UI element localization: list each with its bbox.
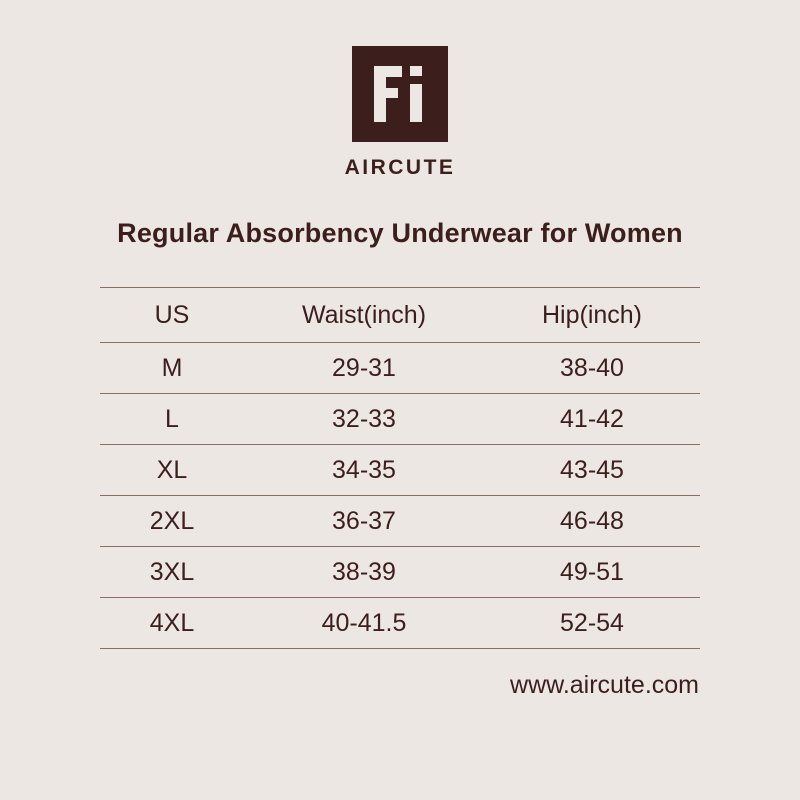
table-row bbox=[100, 445, 700, 496]
size-table-head bbox=[100, 288, 700, 343]
table-row bbox=[100, 598, 700, 649]
cell-hip: 52-54 bbox=[484, 598, 700, 649]
table-row bbox=[100, 394, 700, 445]
cell-hip: 43-45 bbox=[484, 445, 700, 496]
website-url: www.aircute.com bbox=[510, 671, 699, 699]
cell-waist: 32-33 bbox=[244, 394, 484, 445]
cell-waist: 36-37 bbox=[244, 496, 484, 547]
cell-size: 3XL bbox=[100, 547, 244, 598]
logo-shape-right-tall bbox=[410, 84, 422, 122]
cell-size: XL bbox=[100, 445, 244, 496]
table-row bbox=[100, 547, 700, 598]
size-table-body bbox=[100, 343, 700, 649]
page-title: Regular Absorbency Underwear for Women bbox=[117, 218, 683, 248]
cell-size: M bbox=[100, 343, 244, 394]
table-row bbox=[100, 496, 700, 547]
cell-hip: 46-48 bbox=[484, 496, 700, 547]
cell-hip: 38-40 bbox=[484, 343, 700, 394]
column-header-waist: Waist(inch) bbox=[244, 288, 484, 343]
brand-name: AIRCUTE bbox=[344, 156, 456, 179]
column-header-us: US bbox=[100, 288, 244, 343]
logo-shape-left bbox=[374, 66, 386, 122]
table-row bbox=[100, 343, 700, 394]
cell-hip: 41-42 bbox=[484, 394, 700, 445]
brand-logo bbox=[345, 46, 456, 180]
cell-waist: 38-39 bbox=[244, 547, 484, 598]
cell-size: 2XL bbox=[100, 496, 244, 547]
logo-shape-right-top bbox=[410, 66, 422, 76]
aircute-logo-icon bbox=[352, 46, 448, 142]
cell-size: L bbox=[100, 394, 244, 445]
size-table-wrapper bbox=[100, 287, 700, 649]
table-header-row bbox=[100, 288, 700, 343]
logo-shape-mid-top bbox=[386, 66, 402, 77]
cell-waist: 34-35 bbox=[244, 445, 484, 496]
logo-shape-mid-small bbox=[386, 88, 398, 98]
cell-waist: 29-31 bbox=[244, 343, 484, 394]
cell-hip: 49-51 bbox=[484, 547, 700, 598]
cell-size: 4XL bbox=[100, 598, 244, 649]
size-table bbox=[100, 287, 700, 649]
column-header-hip: Hip(inch) bbox=[484, 288, 700, 343]
cell-waist: 40-41.5 bbox=[244, 598, 484, 649]
